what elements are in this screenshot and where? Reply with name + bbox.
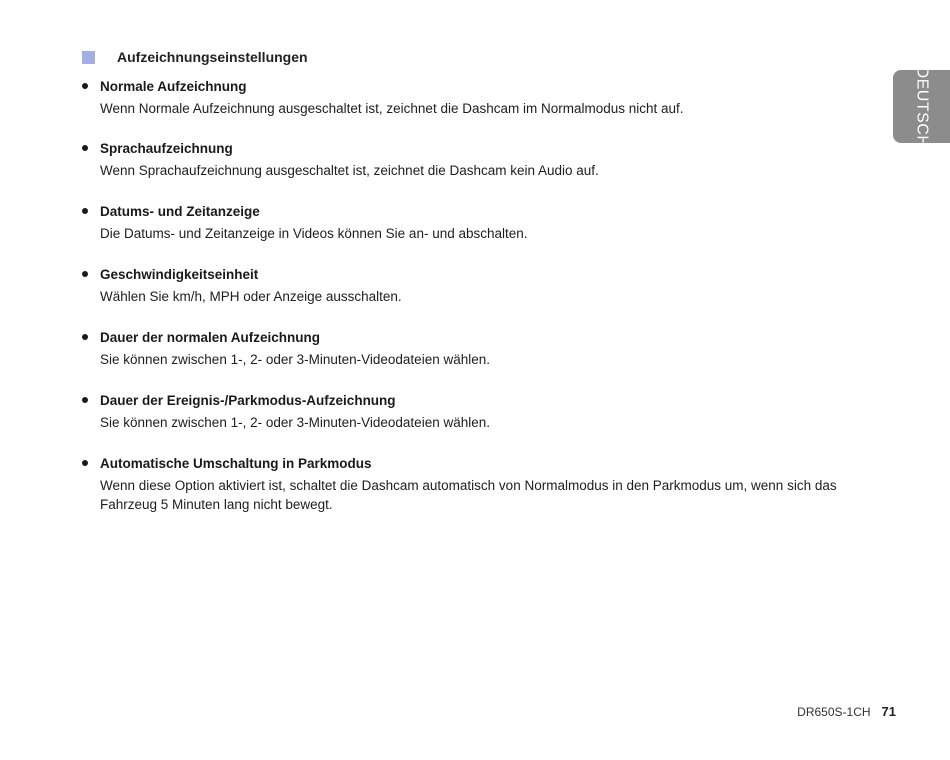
bullet-icon	[82, 271, 88, 277]
item-title: Dauer der Ereignis-/Parkmodus-Aufzeichnung	[100, 393, 396, 408]
item-title: Automatische Umschaltung in Parkmodus	[100, 456, 372, 471]
item-title: Normale Aufzeichnung	[100, 79, 247, 94]
language-side-tab	[893, 66, 950, 147]
page-footer	[797, 704, 896, 719]
item-description: Sie können zwischen 1-, 2- oder 3-Minuten-Videodateien wählen.	[100, 352, 490, 367]
page-number: 71	[881, 704, 896, 719]
bullet-icon	[82, 397, 88, 403]
section-header	[82, 48, 308, 66]
bullet-icon	[82, 83, 88, 89]
item-description: Wenn Normale Aufzeichnung ausgeschaltet ist, zeichnet die Dashcam im Normalmodus nicht auf.	[100, 101, 684, 116]
item-title: Geschwindigkeitseinheit	[100, 267, 259, 282]
item-description: Wählen Sie km/h, MPH oder Anzeige ausschalten.	[100, 289, 402, 304]
section-marker-square	[82, 51, 95, 64]
bullet-icon	[82, 208, 88, 214]
item-title: Dauer der normalen Aufzeichnung	[100, 330, 321, 345]
item-description: Die Datums- und Zeitanzeige in Videos können Sie an- und abschalten.	[100, 226, 528, 241]
language-tab-label: DEUTSCH	[913, 66, 931, 147]
item-description: Wenn diese Option aktiviert ist, schaltet die Dashcam automatisch von Normalmodus in den Parkmodus um, wenn sich das Fahrzeug 5 Minuten lang nicht bewegt.	[100, 478, 837, 512]
bullet-icon	[82, 145, 88, 151]
bullet-icon	[82, 334, 88, 340]
section-title: Aufzeichnungseinstellungen	[117, 49, 308, 65]
item-description: Sie können zwischen 1-, 2- oder 3-Minuten-Videodateien wählen.	[100, 415, 490, 430]
item-description: Wenn Sprachaufzeichnung ausgeschaltet ist, zeichnet die Dashcam kein Audio auf.	[100, 163, 599, 178]
item-title: Datums- und Zeitanzeige	[100, 204, 260, 219]
item-title: Sprachaufzeichnung	[100, 141, 233, 156]
bullet-icon	[82, 460, 88, 466]
model-number: DR650S-1CH	[797, 705, 871, 719]
